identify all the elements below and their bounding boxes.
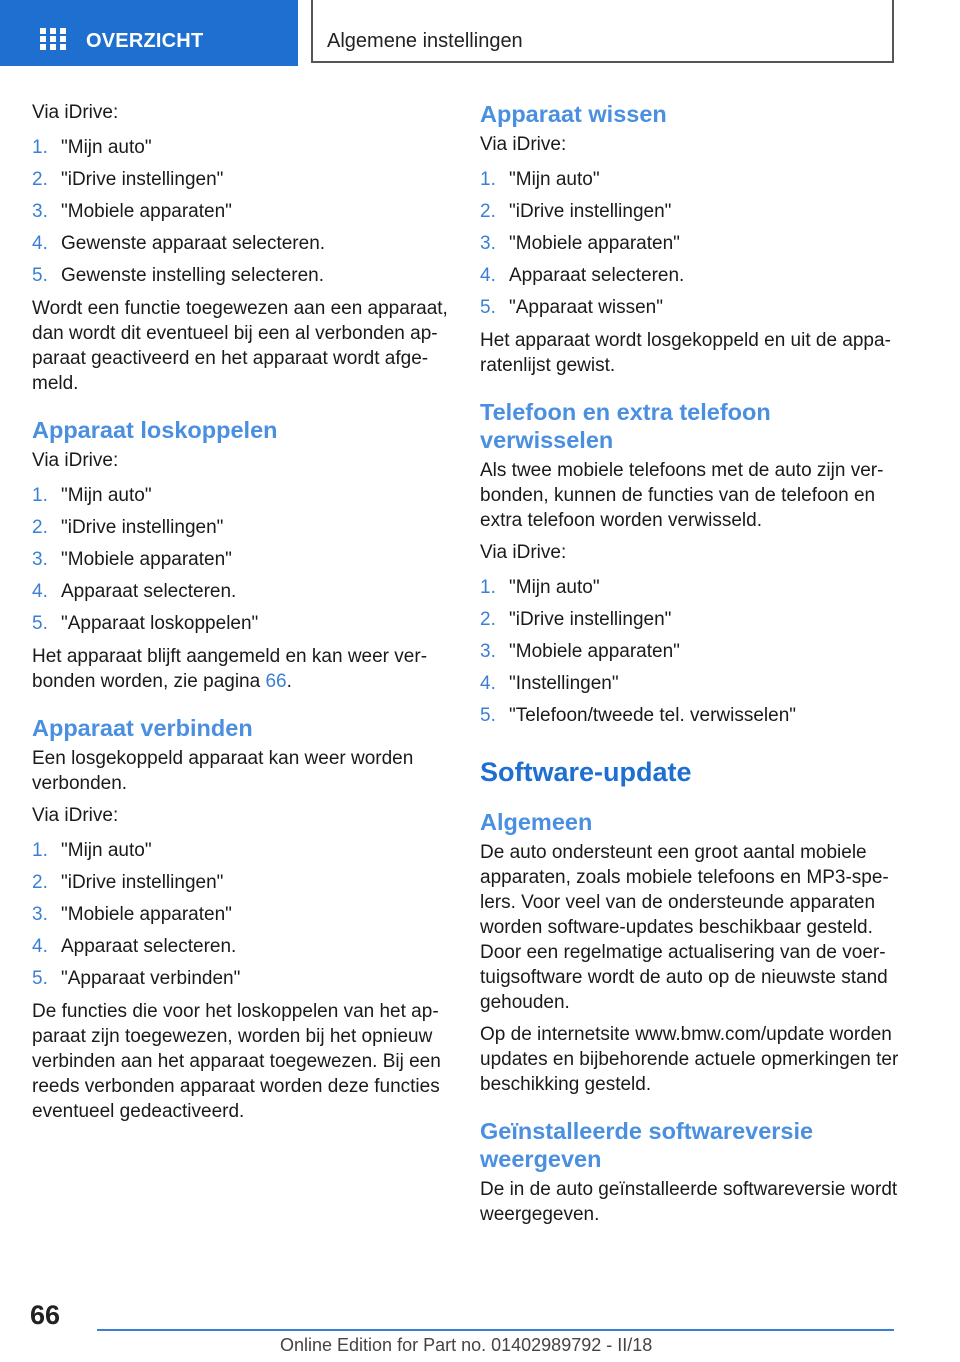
general-paragraph: De auto ondersteunt een groot aantal mobiele apparaten, zoals mobiele telefoons en MP3-spelers. Voor veel van de ondersteunde apparaten worden software-updates beschikbaar gesteld. Door een regelmatige actualisering van de voertuigsoftware wordt de auto op de nieuwste stand gehouden. <box>480 842 889 1013</box>
disconnect-paragraph: Het apparaat blijft aangemeld en kan weer verbonden worden, zie pagina 66. <box>32 646 428 692</box>
connect-intro: Een losgekoppeld apparaat kan weer worden verbonden. <box>32 748 414 794</box>
swap-intro: Als twee mobiele telefoons met de auto zijn verbonden, kunnen de functies van de telefoon en extra telefoon worden verwisseld. <box>480 460 884 531</box>
list-item: 2. "iDrive instellingen" <box>32 872 224 893</box>
list-item: 3. "Mobiele apparaten" <box>480 641 680 662</box>
footer-edition: Online Edition for Part no. 01402989792 - II/18 <box>280 1335 653 1355</box>
installed-version-heading: Geïnstalleerde softwareversie weergeven <box>480 1118 814 1172</box>
list-item: 2. "iDrive instellingen" <box>480 609 672 630</box>
list-item: 2. "iDrive instellingen" <box>480 201 672 222</box>
disconnect-heading: Apparaat loskoppelen <box>32 417 278 443</box>
list-item: 1. "Mijn auto" <box>480 169 600 190</box>
general-heading: Algemeen <box>480 809 593 835</box>
page-link[interactable]: 66 <box>265 671 287 692</box>
left-column <box>32 100 452 1131</box>
list-item: 2. "iDrive instellingen" <box>32 169 224 190</box>
delete-steps-list <box>480 164 900 324</box>
disconnect-steps-list <box>32 480 452 640</box>
list-item: 3. "Mobiele apparaten" <box>32 549 232 570</box>
overview-label: OVERZICHT <box>86 30 204 52</box>
overview-button[interactable] <box>0 0 298 66</box>
connect-paragraph: De functies die voor het loskoppelen van het apparaat zijn toegewezen, worden bij het opnieuw verbinden aan het apparaat toegewezen. Bij een reeds verbonden apparaat worden deze functies eventueel gedeactiveerd. <box>32 1001 441 1122</box>
website-paragraph: Op de internetsite www.bmw.com/update worden updates en bijbehorende actuele opmerkingen ter beschikking gesteld. <box>480 1024 899 1095</box>
list-item: 2. "iDrive instellingen" <box>32 517 224 538</box>
list-item: 1. "Mijn auto" <box>480 577 600 598</box>
list-item: 3. "Mobiele apparaten" <box>32 904 232 925</box>
grid-menu-icon <box>40 28 66 50</box>
list-item: 5. "Apparaat loskoppelen" <box>32 613 259 634</box>
list-item: 3. "Mobiele apparaten" <box>480 233 680 254</box>
installed-version-paragraph: De in de auto geïnstalleerde softwareversie wordt weergegeven. <box>480 1179 898 1225</box>
footer-divider <box>97 1329 894 1331</box>
list-item: 5. Gewenste instelling selecteren. <box>32 265 324 286</box>
via-idrive-label: Via iDrive: <box>32 805 119 826</box>
list-item: 3. "Mobiele apparaten" <box>32 201 232 222</box>
list-item: 4. Apparaat selecteren. <box>32 581 237 602</box>
via-idrive-label: Via iDrive: <box>480 134 567 155</box>
via-idrive-label: Via iDrive: <box>32 450 119 471</box>
list-item: 1. "Mijn auto" <box>32 485 152 506</box>
delete-paragraph: Het apparaat wordt losgekoppeld en uit de apparatenlijst gewist. <box>480 330 891 376</box>
delete-heading: Apparaat wissen <box>480 101 667 127</box>
connect-steps-list <box>32 835 452 995</box>
via-idrive-label: Via iDrive: <box>32 102 119 123</box>
page-header <box>0 0 960 66</box>
list-item: 4. Gewenste apparaat selecteren. <box>32 233 326 254</box>
connect-heading: Apparaat verbinden <box>32 715 253 741</box>
page-number: 66 <box>30 1300 61 1330</box>
list-item: 5. "Apparaat wissen" <box>480 297 663 318</box>
right-column <box>480 100 900 1234</box>
section-title-box <box>311 0 894 63</box>
list-item: 4. "Instellingen" <box>480 673 619 694</box>
software-update-heading: Software-update <box>480 757 692 787</box>
swap-heading: Telefoon en extra telefoon verwisselen <box>480 399 771 453</box>
via-idrive-label: Via iDrive: <box>480 542 567 563</box>
list-item: 5. "Telefoon/tweede tel. verwisselen" <box>480 705 797 726</box>
list-item: 4. Apparaat selecteren. <box>480 265 685 286</box>
list-item: 1. "Mijn auto" <box>32 137 152 158</box>
list-item: 5. "Apparaat verbinden" <box>32 968 241 989</box>
list-item: 4. Apparaat selecteren. <box>32 936 237 957</box>
intro-steps-list <box>32 132 452 292</box>
section-title: Algemene instellingen <box>327 30 523 52</box>
intro-paragraph: Wordt een functie toegewezen aan een apparaat, dan wordt dit eventueel bij een al verbonden apparaat geactiveerd en het apparaat wordt afgemeld. <box>32 298 448 394</box>
list-item: 1. "Mijn auto" <box>32 840 152 861</box>
swap-steps-list <box>480 572 900 732</box>
